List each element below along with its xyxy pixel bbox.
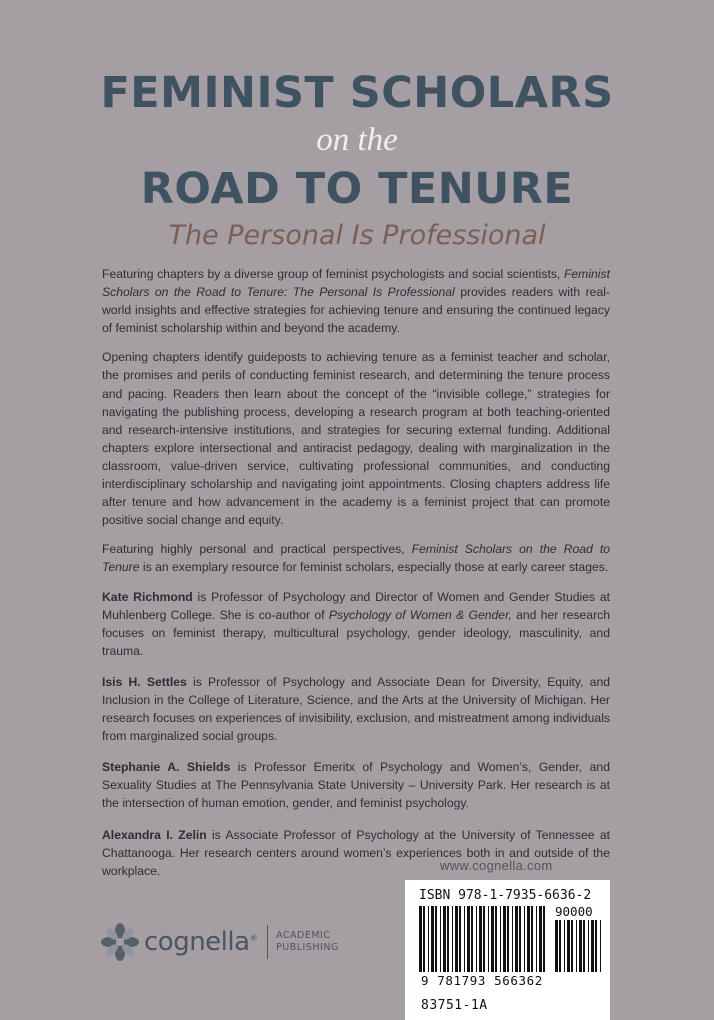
barcode-bar bbox=[483, 906, 485, 972]
barcode-bar bbox=[567, 920, 570, 972]
cognella-flower-icon bbox=[100, 922, 140, 962]
title-line-1: FEMINIST SCHOLARS bbox=[100, 68, 614, 118]
registered-mark: ® bbox=[249, 933, 258, 943]
author-name: Stephanie A. Shields bbox=[102, 760, 231, 775]
text: is Professor of Psychology and Associate Dean for Diversity, Equity, and Inclusion in the College of Literature, Science, and the Arts at the University of Michigan. Her research focuses on experiences of invisibility, exclusion, and mistreatment among individuals from marginalized social groups. bbox=[102, 674, 610, 744]
logo-tagline bbox=[276, 930, 339, 954]
barcode-bar bbox=[476, 906, 477, 972]
text: is Professor Emeritx of Psychology and Women’s, Gender, and Sexuality Studies at The Pennsylvania State University – University Park. Her research is at the intersection of human emotion, gender, and feminist psychology. bbox=[102, 760, 610, 811]
publisher-logo bbox=[100, 922, 339, 962]
barcode-bar bbox=[579, 920, 582, 972]
barcode-bar bbox=[559, 920, 561, 972]
barcode-bar bbox=[431, 906, 434, 972]
barcode-bar bbox=[588, 920, 589, 972]
barcode-bar bbox=[595, 920, 597, 972]
text: is Professor of Psychology and Director of Women and Gender Studies at Muhlenberg College. She is co-author of bbox=[102, 589, 611, 622]
book-title-italic: Feminist Scholars on the Road to Tenure: The Personal Is Professional bbox=[102, 267, 610, 300]
barcode-bar bbox=[452, 906, 453, 972]
tagline-line-2: PUBLISHING bbox=[276, 942, 339, 953]
barcode-bar bbox=[435, 906, 437, 972]
barcode-bar bbox=[447, 906, 449, 972]
description-paragraph-1 bbox=[102, 265, 610, 337]
inventory-code: 83751-1A bbox=[421, 998, 488, 1013]
author-bio-shields bbox=[102, 758, 610, 812]
price-addon-number: 90000 bbox=[555, 904, 593, 919]
barcode-bar bbox=[488, 906, 489, 972]
barcode-bar bbox=[471, 906, 473, 972]
author-name: Kate Richmond bbox=[102, 589, 193, 604]
barcode-bar bbox=[543, 906, 545, 972]
barcode-bar bbox=[495, 906, 497, 972]
book-title-italic: Feminist Scholars on the Road to Tenure bbox=[102, 542, 610, 575]
barcode-bar bbox=[507, 906, 509, 972]
description-paragraph-2: Opening chapters identify guideposts to achieving tenure as a feminist teacher and scholar, the promises and perils of conducting feminist research, and determining the tenure process and pacing. Readers then learn about the concept of the “invisible college,” strategies for navigating the publishing process, developing a research program at both teaching-oriented and research-intensive institutions, and strategies for securing external funding. Additional chapters explore intersectional and antiracist pedagogy, dealing with marginalization in the classroom, value-driven service, cultivating professional communities, and conducting interdisciplinary scholarship and navigating joint appointments. Closing chapters address life after tenure and how advancement in the academy is a feminist project that can promote positive social change and equity. bbox=[102, 350, 610, 528]
barcode-bar bbox=[519, 906, 521, 972]
barcode-bar bbox=[423, 906, 425, 972]
author-bio-settles bbox=[102, 673, 610, 745]
barcode-bar bbox=[500, 906, 501, 972]
barcode-bar bbox=[443, 906, 446, 972]
logo-word: cognella bbox=[144, 927, 250, 957]
text: is an exemplary resource for feminist scholars, especially those at early career stages. bbox=[139, 560, 609, 575]
barcode-bar bbox=[524, 906, 525, 972]
text: provides readers with real-world insights and effective strategies for achieving tenure and ensuring the continued legacy of feminist scholarship within and beyond the academy. bbox=[102, 285, 610, 336]
barcode-bar bbox=[555, 920, 558, 972]
barcode-bar bbox=[467, 906, 470, 972]
barcode-bar bbox=[479, 906, 482, 972]
text: is Associate Professor of Psychology at the University of Tennessee at Chattanooga. Her research centers around women’s experiences both in and outside of the workplace. bbox=[102, 827, 610, 878]
barcode-bar bbox=[419, 906, 422, 972]
barcode-bar bbox=[491, 906, 494, 972]
barcode-bar bbox=[531, 906, 533, 972]
book-title-italic: Psychology of Women & Gender, bbox=[328, 607, 512, 622]
barcode-bar bbox=[576, 920, 577, 972]
barcode-bar bbox=[455, 906, 458, 972]
publisher-url[interactable]: www.cognella.com bbox=[440, 858, 553, 873]
subtitle: The Personal Is Professional bbox=[168, 220, 546, 251]
barcode-bar bbox=[527, 906, 530, 972]
author-bio-richmond bbox=[102, 588, 610, 660]
title-line-3: ROAD TO TENURE bbox=[140, 164, 574, 214]
title-line-2: on the bbox=[316, 122, 398, 158]
logo-wordmark bbox=[144, 927, 257, 957]
barcode-digits: 9 781793 566362 bbox=[421, 973, 543, 988]
isbn-number: ISBN 978-1-7935-6636-2 bbox=[419, 888, 592, 903]
barcode-bar bbox=[503, 906, 506, 972]
barcode-bar bbox=[428, 906, 429, 972]
barcode-bar bbox=[512, 906, 513, 972]
back-cover-text bbox=[102, 265, 610, 893]
barcode-bar bbox=[459, 906, 461, 972]
barcode-bar bbox=[515, 906, 518, 972]
barcode-bar bbox=[591, 920, 594, 972]
tagline-line-1: ACADEMIC bbox=[276, 930, 331, 941]
barcode-bar bbox=[583, 920, 585, 972]
barcode-bar bbox=[440, 906, 441, 972]
barcode-bar bbox=[464, 906, 465, 972]
text: Featuring chapters by a diverse group of feminist psychologists and social scientists, bbox=[102, 267, 564, 281]
barcode-bar bbox=[536, 906, 537, 972]
description-paragraph-3 bbox=[102, 540, 610, 576]
text: Featuring highly personal and practical perspectives, bbox=[102, 542, 412, 557]
barcode-bar bbox=[564, 920, 565, 972]
text: and her research focuses on feminist therapy, multicultural psychology, gender ideology, masculinity, and trauma. bbox=[102, 607, 611, 658]
barcode-bar bbox=[539, 906, 542, 972]
isbn-barcode bbox=[405, 880, 610, 1020]
logo-divider bbox=[267, 925, 268, 959]
barcode-bar bbox=[571, 920, 573, 972]
author-name: Alexandra I. Zelin bbox=[102, 827, 207, 842]
author-name: Isis H. Settles bbox=[102, 674, 187, 689]
barcode-bar bbox=[600, 920, 601, 972]
